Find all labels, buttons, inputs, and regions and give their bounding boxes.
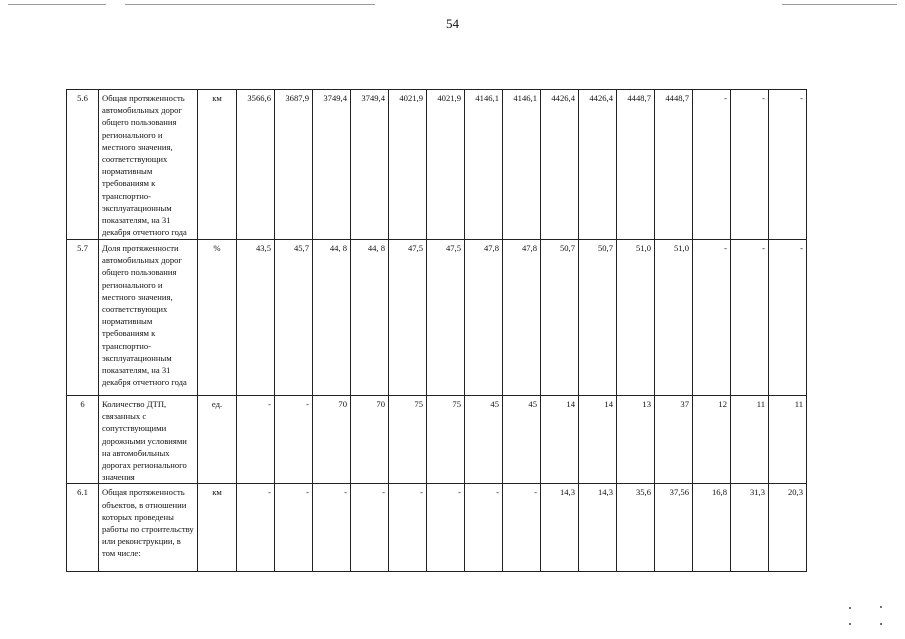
value-cell: 45 <box>465 396 503 484</box>
value-cell: 47,5 <box>389 240 427 396</box>
value-cell: 16,8 <box>693 484 731 572</box>
value-cell: 4448,7 <box>617 90 655 240</box>
top-rule-center <box>125 4 375 5</box>
value-cell: 4021,9 <box>389 90 427 240</box>
value-cell: 35,6 <box>617 484 655 572</box>
value-cell: 11 <box>731 396 769 484</box>
value-cell: 4146,1 <box>503 90 541 240</box>
value-cell: 37,56 <box>655 484 693 572</box>
value-cell: - <box>275 396 313 484</box>
row-unit-cell: км <box>198 484 237 572</box>
value-cell: 37 <box>655 396 693 484</box>
value-cell: 47,8 <box>465 240 503 396</box>
corner-mark <box>880 606 882 608</box>
corner-mark <box>849 607 851 609</box>
value-cell: - <box>693 90 731 240</box>
value-cell: 44, 8 <box>313 240 351 396</box>
row-description-cell: Доля протяженности автомобильных дорог общего пользования регионального и местного значения, соответствующих нормативным требованиям к транспортно-эксплуатационным показателям, на 31 декабря отчетного года <box>99 240 198 396</box>
data-table <box>66 89 807 572</box>
row-description-cell: Общая протяженность автомобильных дорог общего пользования регионального и местного значения, соответствующих нормативным требованиям к транспортно-эксплуатационным показателям, на 31 декабря отчетного года <box>99 90 198 240</box>
corner-mark <box>849 623 851 625</box>
table-row <box>67 484 807 572</box>
value-cell: 51,0 <box>617 240 655 396</box>
corner-mark <box>880 623 882 625</box>
value-cell: 3749,4 <box>313 90 351 240</box>
row-number-cell: 5.7 <box>67 240 99 396</box>
value-cell: - <box>237 484 275 572</box>
page-number: 54 <box>446 16 459 31</box>
value-cell: 3687,9 <box>275 90 313 240</box>
value-cell: 47,5 <box>427 240 465 396</box>
value-cell: 47,8 <box>503 240 541 396</box>
value-cell: 4426,4 <box>579 90 617 240</box>
value-cell: - <box>313 484 351 572</box>
value-cell: - <box>351 484 389 572</box>
value-cell: 14 <box>579 396 617 484</box>
table-row <box>67 396 807 484</box>
value-cell: - <box>693 240 731 396</box>
row-unit-cell: ед. <box>198 396 237 484</box>
value-cell: - <box>503 484 541 572</box>
value-cell: - <box>275 484 313 572</box>
row-description-cell: Количество ДТП, связанных с сопутствующими дорожными условиями на автомобильных дорогах регионального значения <box>99 396 198 484</box>
value-cell: 43,5 <box>237 240 275 396</box>
row-unit-cell: км <box>198 90 237 240</box>
row-number-cell: 6 <box>67 396 99 484</box>
value-cell: 14,3 <box>579 484 617 572</box>
table-row <box>67 240 807 396</box>
value-cell: 4021,9 <box>427 90 465 240</box>
value-cell: 4146,1 <box>465 90 503 240</box>
row-number-cell: 6.1 <box>67 484 99 572</box>
value-cell: 70 <box>313 396 351 484</box>
value-cell: 12 <box>693 396 731 484</box>
value-cell: 3566,6 <box>237 90 275 240</box>
value-cell: 45 <box>503 396 541 484</box>
value-cell: 20,3 <box>769 484 807 572</box>
value-cell: - <box>427 484 465 572</box>
row-number-cell: 5.6 <box>67 90 99 240</box>
value-cell: 75 <box>389 396 427 484</box>
value-cell: - <box>731 90 769 240</box>
value-cell: 4426,4 <box>541 90 579 240</box>
row-description-cell: Общая протяженность объектов, в отношении которых проведены работы по строительству или реконструкции, в том числе: <box>99 484 198 572</box>
value-cell: 13 <box>617 396 655 484</box>
value-cell: 31,3 <box>731 484 769 572</box>
value-cell: 70 <box>351 396 389 484</box>
value-cell: 14 <box>541 396 579 484</box>
value-cell: 11 <box>769 396 807 484</box>
value-cell: - <box>389 484 427 572</box>
value-cell: - <box>465 484 503 572</box>
value-cell: 44, 8 <box>351 240 389 396</box>
row-unit-cell: % <box>198 240 237 396</box>
value-cell: 50,7 <box>541 240 579 396</box>
value-cell: 14,3 <box>541 484 579 572</box>
table-row <box>67 90 807 240</box>
value-cell: - <box>237 396 275 484</box>
value-cell: - <box>769 90 807 240</box>
value-cell: 4448,7 <box>655 90 693 240</box>
top-rule-right <box>782 4 897 5</box>
value-cell: 45,7 <box>275 240 313 396</box>
value-cell: 3749,4 <box>351 90 389 240</box>
value-cell: 51,0 <box>655 240 693 396</box>
value-cell: 50,7 <box>579 240 617 396</box>
value-cell: 75 <box>427 396 465 484</box>
top-rule-left <box>8 4 106 5</box>
value-cell: - <box>731 240 769 396</box>
value-cell: - <box>769 240 807 396</box>
